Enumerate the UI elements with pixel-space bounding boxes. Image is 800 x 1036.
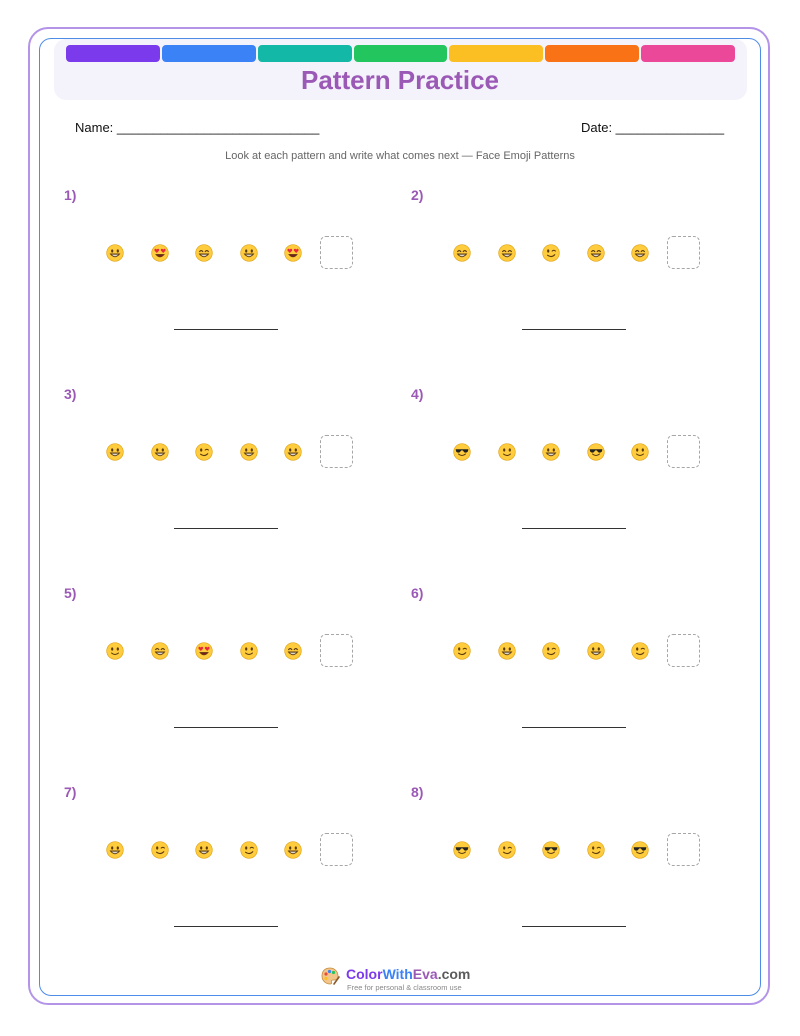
answer-box[interactable] [667,435,700,468]
grinning-face-icon [542,443,560,461]
answer-box[interactable] [667,236,700,269]
color-stripe [66,45,160,62]
footer-subtitle: Free for personal & classroom use [347,983,462,992]
sunglasses-face-icon [587,443,605,461]
answer-line[interactable] [174,329,278,330]
question-number: 7) [64,784,77,800]
answer-line[interactable] [522,329,626,330]
grinning-face-icon [106,841,124,859]
brand-com-text: .com [437,966,471,982]
question-number: 3) [64,386,77,402]
winking-face-icon [587,841,605,859]
answer-line[interactable] [522,727,626,728]
grinning-face-icon [195,841,213,859]
slight-smile-face-icon [498,443,516,461]
answer-line[interactable] [174,926,278,927]
color-stripe [162,45,256,62]
answer-box[interactable] [667,833,700,866]
winking-face-icon [240,841,258,859]
beaming-face-icon [498,244,516,262]
winking-face-icon [151,841,169,859]
color-stripe [641,45,735,62]
beaming-face-icon [631,244,649,262]
grinning-face-icon [106,443,124,461]
answer-box[interactable] [320,435,353,468]
beaming-face-icon [453,244,471,262]
grinning-face-icon [240,443,258,461]
brand-color-text: Color [346,966,383,982]
answer-box[interactable] [320,634,353,667]
winking-face-icon [498,841,516,859]
grinning-face-icon [587,642,605,660]
winking-face-icon [542,244,560,262]
question-number: 4) [411,386,424,402]
sunglasses-face-icon [631,841,649,859]
color-stripe [449,45,543,62]
color-stripe [258,45,352,62]
question-number: 2) [411,187,424,203]
slight-smile-face-icon [240,642,258,660]
page-title: Pattern Practice [301,65,499,95]
heart-eyes-face-icon [195,642,213,660]
grinning-face-icon [498,642,516,660]
footer-brand[interactable] [346,966,470,982]
sunglasses-face-icon [453,443,471,461]
beaming-face-icon [151,642,169,660]
grinning-face-icon [284,841,302,859]
sunglasses-face-icon [542,841,560,859]
winking-face-icon [542,642,560,660]
question-number: 8) [411,784,424,800]
beaming-face-icon [195,244,213,262]
question-number: 6) [411,585,424,601]
winking-face-icon [631,642,649,660]
answer-line[interactable] [522,926,626,927]
answer-line[interactable] [174,528,278,529]
slight-smile-face-icon [631,443,649,461]
beaming-face-icon [284,642,302,660]
grinning-face-icon [284,443,302,461]
color-stripe [354,45,448,62]
answer-box[interactable] [320,236,353,269]
winking-face-icon [453,642,471,660]
palette-icon [320,966,340,986]
answer-line[interactable] [174,727,278,728]
brand-eva-text: Eva [412,966,438,982]
sunglasses-face-icon [453,841,471,859]
heart-eyes-face-icon [284,244,302,262]
inner-border [39,38,761,996]
winking-face-icon [195,443,213,461]
brand-with-text: With [382,966,413,982]
instructions: Look at each pattern and write what comes next — Face Emoji Patterns [225,150,575,162]
beaming-face-icon [587,244,605,262]
date-field-label: Date: _______________ [581,120,725,135]
grinning-face-icon [106,244,124,262]
answer-box[interactable] [667,634,700,667]
answer-line[interactable] [522,528,626,529]
heart-eyes-face-icon [151,244,169,262]
question-number: 1) [64,187,77,203]
grinning-face-icon [151,443,169,461]
question-number: 5) [64,585,77,601]
slight-smile-face-icon [106,642,124,660]
name-field-label: Name: ____________________________ [75,120,320,135]
color-stripe [545,45,639,62]
grinning-face-icon [240,244,258,262]
answer-box[interactable] [320,833,353,866]
